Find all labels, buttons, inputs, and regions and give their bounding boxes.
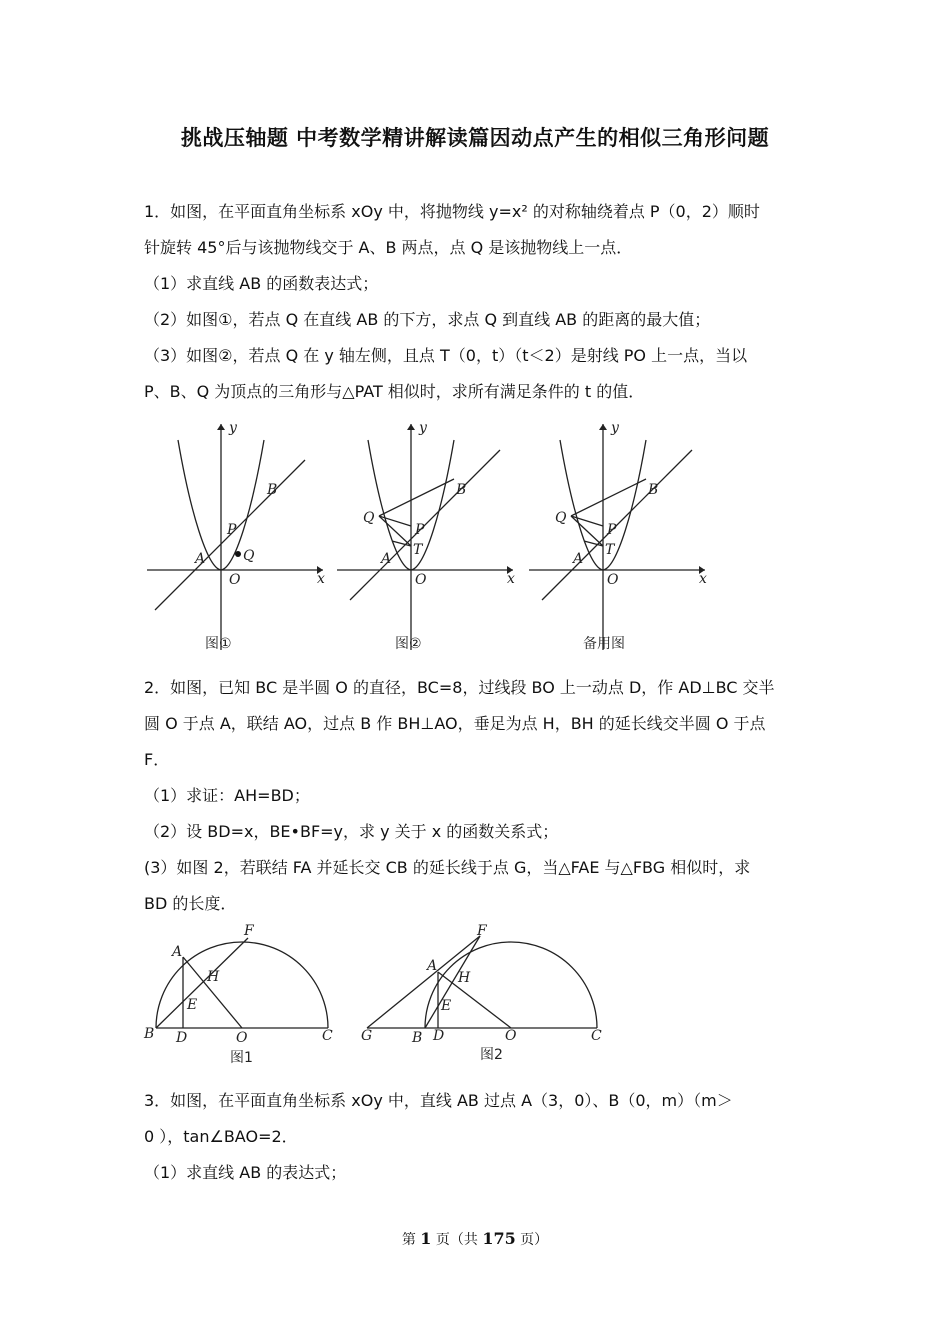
svg-text:D: D xyxy=(433,1028,445,1044)
svg-text:E: E xyxy=(441,998,452,1014)
svg-text:O: O xyxy=(229,572,241,588)
svg-text:T: T xyxy=(605,542,615,558)
figure-1-parabola xyxy=(145,420,335,660)
svg-text:G: G xyxy=(361,1028,373,1044)
figure-3-backup xyxy=(527,420,717,660)
figure-semicircle-1 xyxy=(140,922,350,1072)
svg-text:P: P xyxy=(607,522,617,538)
figure-2-parabola xyxy=(335,420,525,660)
svg-text:O: O xyxy=(505,1028,517,1044)
svg-text:Q: Q xyxy=(363,510,375,526)
svg-text:图1: 图1 xyxy=(230,1050,253,1066)
svg-text:T: T xyxy=(413,542,423,558)
svg-text:E: E xyxy=(187,997,198,1013)
svg-text:A: A xyxy=(381,551,392,567)
problem3-line-3: （1）求直线 AB 的表达式； xyxy=(144,1163,347,1182)
problem1-line-5: （3）如图②，若点 Q 在 y 轴左侧，且点 T（0，t）（t＜2）是射线 PO 上一点，当以 xyxy=(144,346,748,365)
problem2-line-1: 2．如图，已知 BC 是半圆 O 的直径，BC=8，过线段 BO 上一动点 D，作 AD⊥BC 交半 xyxy=(144,678,775,697)
svg-text:O: O xyxy=(415,572,427,588)
problem3-line-1: 3．如图，在平面直角坐标系 xOy 中，直线 AB 过点 A（3，0）、B（0，m）（m＞ xyxy=(144,1091,733,1110)
svg-text:A: A xyxy=(172,944,183,960)
page-total: 175 xyxy=(482,1229,516,1248)
svg-text:B: B xyxy=(267,482,278,498)
svg-text:Q: Q xyxy=(555,510,567,526)
problem2-line-3: F． xyxy=(144,750,170,769)
svg-text:C: C xyxy=(591,1028,602,1044)
problem1-line-1: 1．如图，在平面直角坐标系 xOy 中，将抛物线 y=x² 的对称轴绕着点 P（0，2）顺时 xyxy=(144,202,760,221)
svg-text:B: B xyxy=(648,482,659,498)
problem2-line-4: （1）求证：AH=BD； xyxy=(144,786,310,805)
svg-text:H: H xyxy=(458,970,471,986)
problem3-line-2: 0 ），tan∠BAO=2． xyxy=(144,1127,298,1146)
svg-text:F: F xyxy=(244,923,254,939)
svg-text:图①: 图① xyxy=(205,636,232,652)
svg-text:图②: 图② xyxy=(395,636,422,652)
svg-text:Q: Q xyxy=(243,548,255,564)
svg-text:备用图: 备用图 xyxy=(583,636,625,652)
svg-text:x: x xyxy=(317,571,325,587)
svg-text:y: y xyxy=(229,420,237,436)
problem2-line-2: 圆 O 于点 A，联结 AO，过点 B 作 BH⊥AO，垂足为点 H，BH 的延长线交半圆 O 于点 xyxy=(144,714,766,733)
problem1-line-4: （2）如图①，若点 Q 在直线 AB 的下方，求点 Q 到直线 AB 的距离的最大值； xyxy=(144,310,711,329)
svg-text:B: B xyxy=(412,1030,423,1046)
problem1-line-6: P、B、Q 为顶点的三角形与△PAT 相似时，求所有满足条件的 t 的值． xyxy=(144,382,645,401)
problem2-line-6: (3）如图 2，若联结 FA 并延长交 CB 的延长线于点 G，当△FAE 与△FBG 相似时，求 xyxy=(144,858,751,877)
svg-text:y: y xyxy=(611,420,619,436)
svg-text:H: H xyxy=(207,969,220,985)
page-footer: 第 1 页（共 175 页） xyxy=(401,1229,549,1248)
figure-semicircle-2 xyxy=(355,922,615,1072)
svg-text:A: A xyxy=(573,551,584,567)
svg-text:y: y xyxy=(419,420,427,436)
svg-text:x: x xyxy=(699,571,707,587)
svg-text:D: D xyxy=(176,1030,188,1046)
svg-text:P: P xyxy=(415,522,425,538)
svg-text:C: C xyxy=(322,1028,333,1044)
document-title: 挑战压轴题 中考数学精讲解读篇因动点产生的相似三角形问题 xyxy=(180,126,770,150)
point-q-dot xyxy=(235,551,241,557)
svg-text:A: A xyxy=(195,551,206,567)
svg-text:A: A xyxy=(427,958,438,974)
svg-text:x: x xyxy=(507,571,515,587)
svg-text:B: B xyxy=(144,1026,155,1042)
page-number: 1 xyxy=(420,1229,432,1248)
svg-text:O: O xyxy=(236,1030,248,1046)
svg-text:图2: 图2 xyxy=(480,1047,503,1063)
problem1-line-3: （1）求直线 AB 的函数表达式； xyxy=(144,274,379,293)
svg-text:B: B xyxy=(456,482,467,498)
svg-text:O: O xyxy=(607,572,619,588)
problem1-line-2: 针旋转 45°后与该抛物线交于 A、B 两点，点 Q 是该抛物线上一点． xyxy=(144,238,633,257)
problem2-line-7: BD 的长度． xyxy=(144,894,237,913)
svg-text:F: F xyxy=(477,923,487,939)
svg-text:P: P xyxy=(227,522,237,538)
problem2-line-5: （2）设 BD=x，BE•BF=y，求 y 关于 x 的函数关系式； xyxy=(144,822,559,841)
